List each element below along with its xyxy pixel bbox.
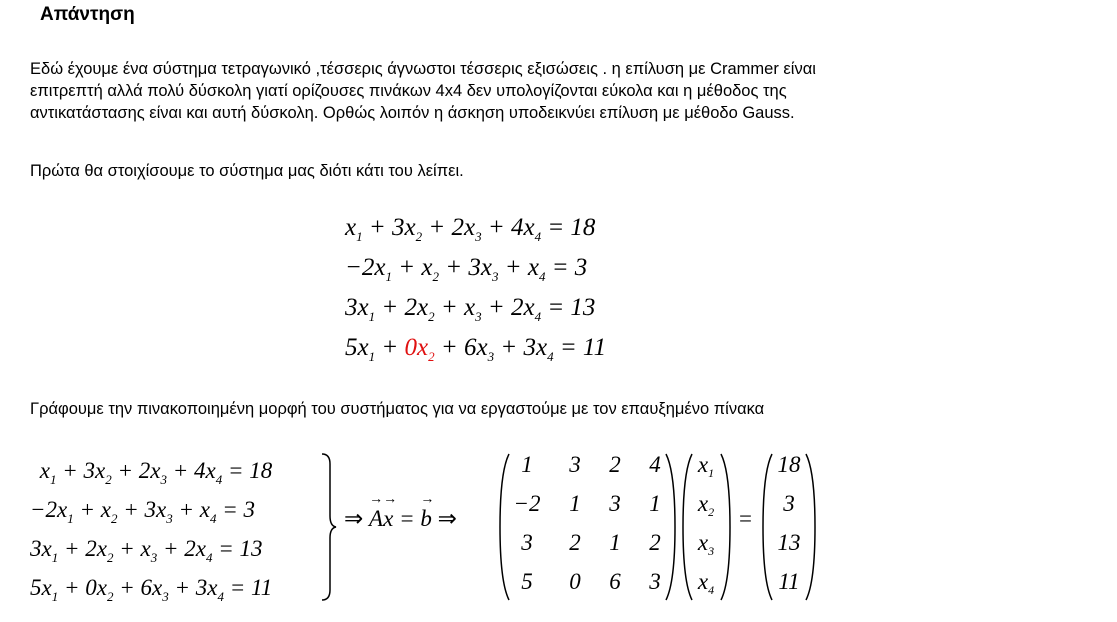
intro-line-2: επιτρεπτή αλλά πολύ δύσκολη γιατί ορίζουσες πινάκων 4x4 δεν υπολογίζονται εύκολα και η μέθοδος της <box>30 82 787 100</box>
vector-b-cell: 3 <box>783 491 795 516</box>
implies-arrow-2: ⇒ <box>437 506 457 531</box>
system-equation-2: $-2x_1 + x_2 + 3x_3 + x_4 = 3$ <box>30 497 256 526</box>
matrix-a-cell: 1 <box>521 452 533 477</box>
vector-b-cell: 18 <box>777 452 801 477</box>
matrix-a-cell: 1 <box>649 491 661 516</box>
matrix-a-cell: −2 <box>513 491 541 516</box>
intro-paragraph <box>30 58 816 124</box>
right-brace <box>320 452 338 602</box>
matrix-a-cell: 1 <box>609 530 621 555</box>
matrix-equation: ⇒ → A → x = → b ⇒ <box>344 492 457 531</box>
inserted-zero-term: $0x_2$ <box>404 334 435 364</box>
vector-x-cell: $x_1$ <box>697 452 715 480</box>
matrix-a-cell: 2 <box>569 530 581 555</box>
matrix-a-cell: 3 <box>649 569 661 594</box>
equals-sign: = <box>739 506 752 531</box>
matrix-a-cell: 3 <box>521 530 533 555</box>
matrix-a-cell: 5 <box>521 569 533 594</box>
vector-b-cell: 13 <box>777 530 801 555</box>
vector-x-cell: $x_4$ <box>697 569 715 597</box>
system-equation-1: $x_1 + 3x_2 + 2x_3 + 4x_4 = 18$ <box>39 458 273 487</box>
align-paragraph: Πρώτα θα στοιχίσουμε το σύστημα μας διότι κάτι του λείπει. <box>30 162 464 180</box>
matrix-a-cell: 2 <box>609 452 621 477</box>
aligned-equation-4: $5x_1 + 0x_2 + 6x_3 + 3x_4 = 11$ <box>345 334 607 364</box>
implies-arrow-1: ⇒ <box>344 506 364 531</box>
vector-x-cell: $x_3$ <box>697 530 715 558</box>
matrix-a-cell: 6 <box>609 569 621 594</box>
intro-line-1: Εδώ έχουμε ένα σύστημα τετραγωνικό ,τέσσερις άγνωστοι τέσσερις εξισώσεις . η επίλυση με Crammer είναι <box>30 60 816 78</box>
matrix-a-cell: 2 <box>649 530 661 555</box>
aligned-equation-2: $-2x_1 + x_2 + 3x_3 + x_4 = 3$ <box>345 254 588 284</box>
intro-line-3: αντικατάστασης είναι και αυτή δύσκολη. Ορθώς λοιπόν η άσκηση υποδεικνύει επίλυση με μέθοδο Gauss. <box>30 104 795 122</box>
aligned-equation-3: $3x_1 + 2x_2 + x_3 + 2x_4 = 13$ <box>345 294 596 324</box>
matrix-paragraph: Γράφουμε την πινακοποιημένη μορφή του συστήματος για να εργαστούμε με τον επαυξημένο πίνακα <box>30 400 765 418</box>
matrix-a-cell: 3 <box>569 452 581 477</box>
system-left <box>30 451 272 607</box>
matrix-a-cell: 4 <box>649 452 661 477</box>
aligned-system <box>345 208 606 368</box>
aligned-equation-1: $x_1 + 3x_2 + 2x_3 + 4x_4 = 18$ <box>345 214 596 244</box>
system-equation-3: $3x_1 + 2x_2 + x_3 + 2x_4 = 13$ <box>30 536 263 565</box>
system-equation-4: $5x_1 + 0x_2 + 6x_3 + 3x_4 = 11$ <box>30 575 273 604</box>
matrix-a-cell: 3 <box>609 491 621 516</box>
vector-b-cell: 11 <box>778 569 800 594</box>
matrix-a-cell: 0 <box>569 569 581 594</box>
vector-x-cell: $x_2$ <box>697 491 715 519</box>
matrix-a-cell: 1 <box>569 491 581 516</box>
section-heading: Απάντηση <box>40 4 135 25</box>
